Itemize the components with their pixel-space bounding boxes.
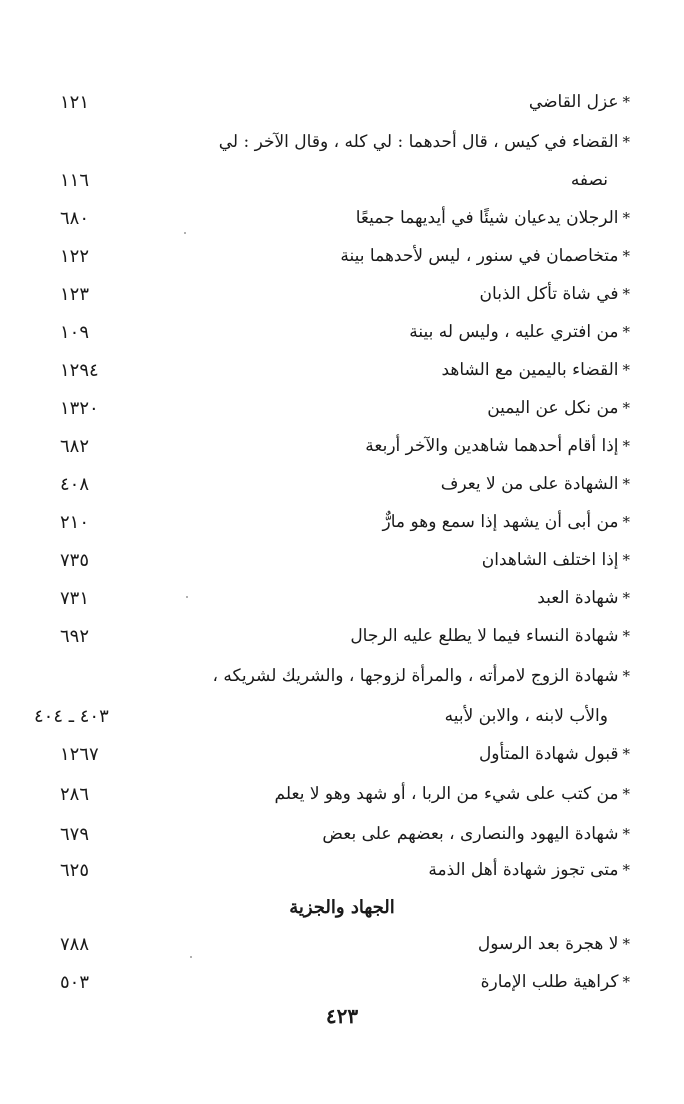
entry-page: ٢٨٦: [60, 783, 90, 805]
index-entry: [60, 658, 630, 694]
entry-text: قبول شهادة المتأول: [478, 744, 619, 764]
entry-page: ٦٧٩: [60, 823, 90, 845]
index-entry: [60, 852, 630, 888]
entry-page: ١١٦: [60, 169, 90, 191]
entry-page: ١٣٢٠: [60, 397, 99, 419]
entry-text: من كتب على شيء من الربا ، أو شهد وهو لا يعلم: [274, 784, 619, 804]
bullet: *: [622, 973, 630, 991]
entry-page: ٤٠٨: [60, 473, 90, 495]
bullet: *: [622, 475, 630, 493]
entry-text: في شاة تأكل الذبان: [479, 284, 619, 304]
entry-text: والأب لابنه ، والابن لأبيه: [444, 706, 608, 726]
bullet: *: [622, 935, 630, 953]
bullet: *: [622, 513, 630, 531]
bullet: *: [622, 399, 630, 417]
entry-page: ٧٣١: [60, 587, 90, 609]
entry-page: ٦٩٢: [60, 625, 90, 647]
entry-page: ٧٨٨: [60, 933, 90, 955]
entry-page: ١٢٩٤: [60, 359, 99, 381]
index-entry: [60, 200, 630, 236]
bullet: *: [622, 437, 630, 455]
scan-speck: [190, 956, 192, 958]
section-title: الجهاد والجزية: [289, 897, 395, 918]
bullet: *: [622, 745, 630, 763]
bullet: *: [622, 627, 630, 645]
entry-page: ٤٠٣ ـ ٤٠٤: [34, 705, 109, 727]
entry-page: ٥٠٣: [60, 971, 90, 993]
bullet: *: [622, 825, 630, 843]
entry-text: شهادة اليهود والنصارى ، بعضهم على بعض: [322, 824, 619, 844]
index-entry: [60, 504, 630, 540]
index-entry: [60, 542, 630, 578]
entry-page: ٢١٠: [60, 511, 90, 533]
entry-text: شهادة العبد: [537, 588, 619, 608]
entry-page: ٦٢٥: [60, 859, 90, 881]
index-entry: [60, 736, 630, 772]
entry-page: ١٢٢: [60, 245, 90, 267]
index-entry: [60, 124, 630, 160]
entry-page: ٦٨٢: [60, 435, 90, 457]
entry-text: شهادة النساء فيما لا يطلع عليه الرجال: [350, 626, 619, 646]
index-entry: [60, 390, 630, 426]
entry-text: من افتري عليه ، وليس له بينة: [409, 322, 619, 342]
entry-text: متى تجوز شهادة أهل الذمة: [428, 860, 619, 880]
index-entry: [60, 926, 630, 962]
index-entry: [60, 816, 630, 852]
entry-text: من أبى أن يشهد إذا سمع وهو مارٌّ: [382, 512, 619, 532]
entry-text: من نكل عن اليمين: [487, 398, 619, 418]
index-entry-continuation: [34, 698, 630, 734]
entry-text: لا هجرة بعد الرسول: [477, 934, 619, 954]
bullet: *: [622, 667, 630, 685]
bullet: *: [622, 589, 630, 607]
index-entry: [60, 964, 630, 1000]
bullet: *: [622, 93, 630, 111]
bullet: *: [622, 785, 630, 803]
index-entry: [60, 580, 630, 616]
entry-page: ٧٣٥: [60, 549, 90, 571]
entry-text: القضاء في كيس ، قال أحدهما : لي كله ، وقال الآخر : لي: [218, 132, 619, 152]
entry-text: الشهادة على من لا يعرف: [440, 474, 619, 494]
index-entry: [60, 352, 630, 388]
entry-text: متخاصمان في سنور ، ليس لأحدهما بينة: [340, 246, 619, 266]
bullet: *: [622, 247, 630, 265]
bullet: *: [622, 285, 630, 303]
scan-speck: [184, 232, 186, 234]
index-entry: [60, 466, 630, 502]
entry-page: ١٢٦٧: [60, 743, 99, 765]
scan-speck: [186, 596, 188, 598]
entry-text: القضاء باليمين مع الشاهد: [441, 360, 619, 380]
entry-page: ١٠٩: [60, 321, 90, 343]
bullet: *: [622, 551, 630, 569]
entry-text: عزل القاضي: [528, 92, 619, 112]
index-entry: [60, 276, 630, 312]
entry-page: ١٢١: [60, 91, 90, 113]
index-entry: [60, 428, 630, 464]
entry-text: إذا اختلف الشاهدان: [481, 550, 619, 570]
entry-text: الرجلان يدعيان شيئًا في أيديهما جميعًا: [355, 208, 619, 228]
page-number: ٤٢٣: [325, 1004, 359, 1028]
bullet: *: [622, 361, 630, 379]
index-entry-continuation: [60, 162, 630, 198]
index-entry: [60, 238, 630, 274]
bullet: *: [622, 323, 630, 341]
index-entry: [60, 314, 630, 350]
entry-text: نصفه: [570, 170, 608, 190]
entry-text: إذا أقام أحدهما شاهدين والآخر أربعة: [365, 436, 619, 456]
bullet: *: [622, 133, 630, 151]
bullet: *: [622, 861, 630, 879]
entry-text: شهادة الزوج لامرأته ، والمرأة لزوجها ، والشريك لشريكه ،: [212, 666, 619, 686]
entry-page: ٦٨٠: [60, 207, 90, 229]
index-entry: [60, 776, 630, 812]
index-entry: [60, 84, 630, 120]
bullet: *: [622, 209, 630, 227]
entry-text: كراهية طلب الإمارة: [480, 972, 619, 992]
index-entry: [60, 618, 630, 654]
entry-page: ١٢٣: [60, 283, 90, 305]
